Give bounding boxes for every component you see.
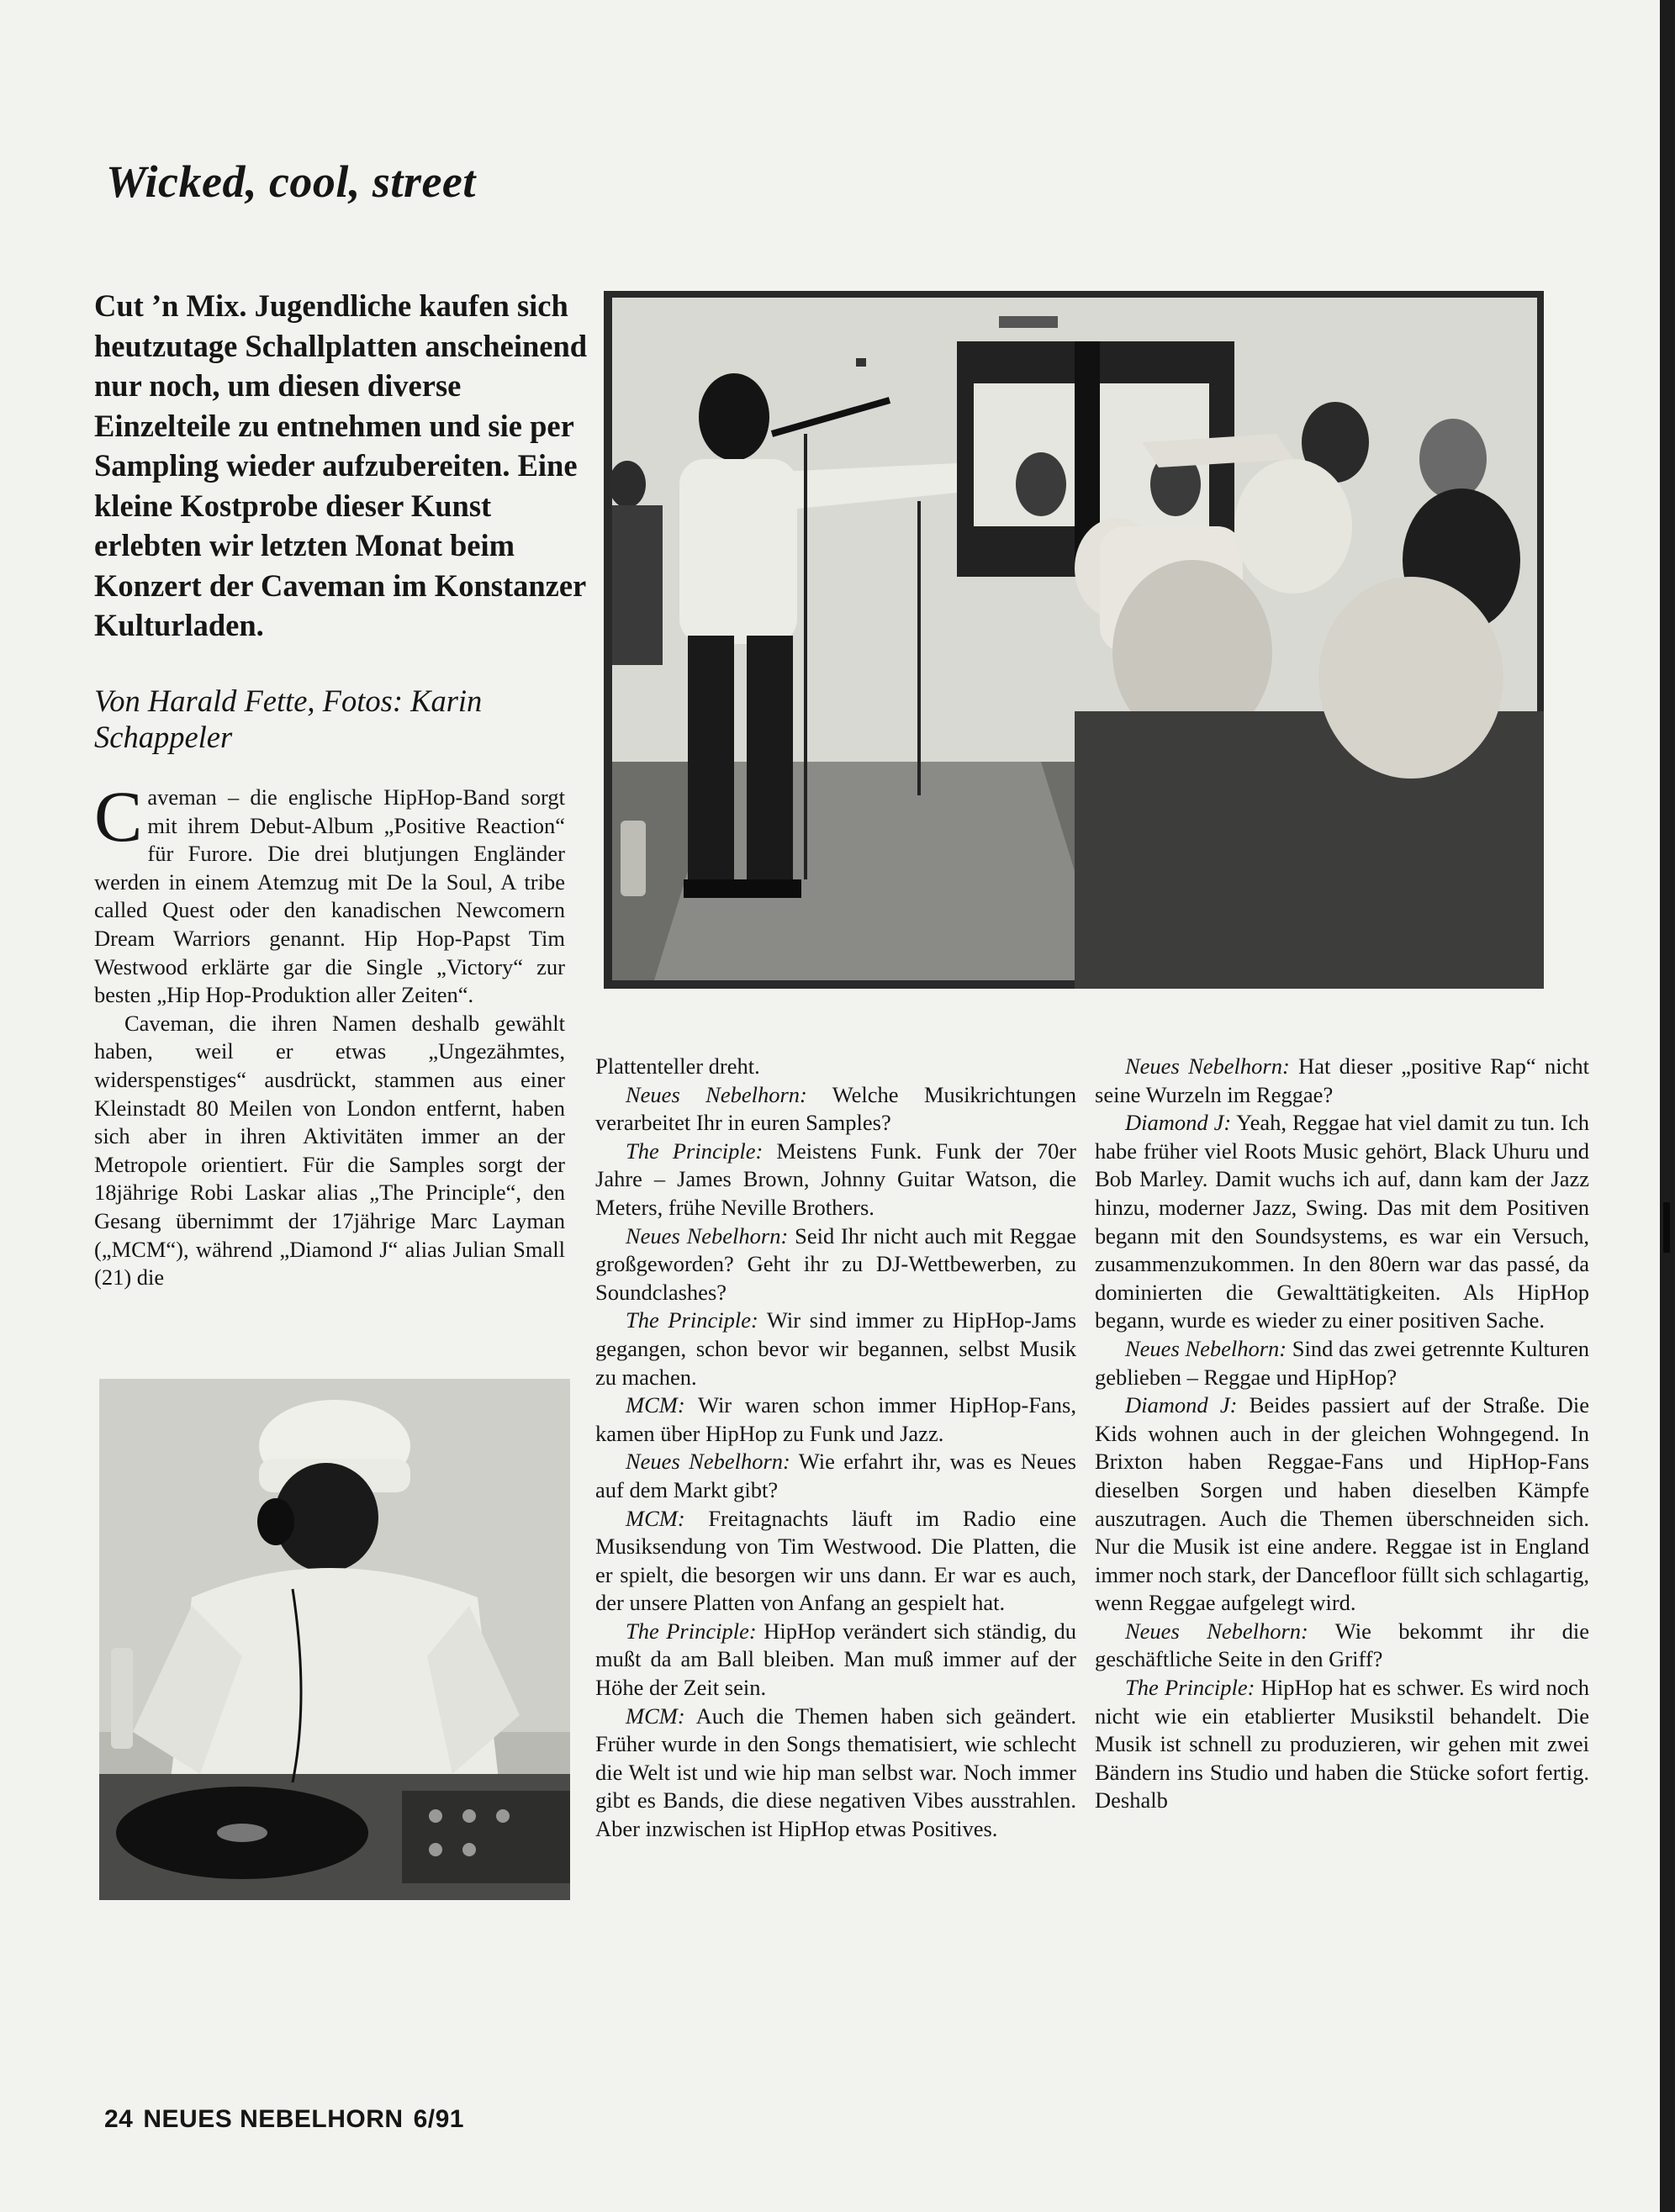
speaker-label: The Principle: xyxy=(1125,1675,1255,1701)
interview-paragraph: The Principle: HipHop hat es schwer. Es wird noch nicht wie ein etablierter Musikstil behandelt. Die Musik ist schnell zu produzieren, wir gehen mit zwei Bändern ins Studio und haben die Stücke sofort fertig. Deshalb xyxy=(1095,1675,1590,1813)
interview-paragraph: The Principle: HipHop verändert sich ständig, du mußt da am Ball bleiben. Man muß immer auf der Höhe der Zeit sein. xyxy=(595,1618,1076,1701)
interview-paragraph: Neues Nebelhorn: Hat dieser „positive Rap“ nicht seine Wurzeln im Reggae? xyxy=(1095,1053,1589,1107)
interview-paragraph: Neues Nebelhorn: Welche Musikrichtungen verarbeitet Ihr in euren Samples? xyxy=(595,1081,1077,1136)
speaker-label: Neues Nebelhorn: xyxy=(1125,1335,1287,1361)
interview-paragraph: MCM: Auch die Themen haben sich geändert. Früher wurde in den Songs thematisiert, wie schlecht die Welt ist und wie hip man selbst war. Noch immer gibt es Bands, die diese negativen Vibes ausstrahlen. Aber inzwischen ist HipHop etwas Positives. xyxy=(595,1703,1076,1842)
speaker-label: Diamond J: xyxy=(1125,1110,1232,1136)
intro-paragraph: aveman – die englische HipHop-Band sorgt mit ihrem Debut-Album „Positive Reaction“ für Furore. Die drei blutjungen Engländer werden in einem Atemzug mit De la Soul, A tribe called Quest oder den kanadischen Newcomern Dream Warriors genannt. Hip Hop-Papst Tim Westwood erklärte gar die Single „Victory“ zur besten „Hip Hop-Produktion aller Zeiten“. xyxy=(94,784,565,1008)
article-byline: Von Harald Fette, Fotos: Karin Schappeler xyxy=(94,684,483,754)
article-headline: Wicked, cool, street xyxy=(106,156,476,207)
speaker-label: Neues Nebelhorn: xyxy=(626,1449,790,1475)
speaker-label: Diamond J: xyxy=(1125,1392,1238,1418)
interview-paragraph: The Principle: Wir sind immer zu HipHop-Jams gegangen, schon bevor wir begannen, selbst Musik zu machen. xyxy=(595,1307,1077,1390)
body-paragraph: Caveman, die ihren Namen deshalb gewählt haben, weil er etwas „Ungezähmtes, widerspenstiges“ ausdrückt, stammen aus einer Kleinstadt 80 Meilen von London entfernt, haben sich aber in ihren Aktivitäten immer an der Metropole orientiert. Für die Samples sorgt der 18jährige Robi Laskar alias „The Principle“, den Gesang übernimmt der 17jährige Marc Layman („MCM“), während „Diamond J“ alias Julian Small (21) die xyxy=(94,1010,565,1291)
page-edge xyxy=(1660,0,1675,2212)
interview-paragraph: Plattenteller dreht. xyxy=(595,1053,760,1079)
speaker-label: Neues Nebelhorn: xyxy=(1125,1053,1290,1079)
dj-photo xyxy=(99,1379,570,1900)
speaker-label: MCM: xyxy=(626,1505,685,1531)
speaker-label: MCM: xyxy=(626,1392,685,1418)
interview-paragraph: Diamond J: Beides passiert auf der Straße. Die Kids wohnen auch in der gleichen Wohngegend. In Brixton haben Reggae-Fans und HipHop-Fans dieselben Sorgen und haben dieselben Kämpfe auszutragen. Auch die Themen überschneiden sich. Nur die Musik ist eine andere. Reggae ist in England immer noch stark, der Dancefloor füllt sich schlagartig, wenn Reggae aufgelegt wird. xyxy=(1095,1392,1589,1616)
page-footer xyxy=(104,2105,474,2134)
interview-paragraph: MCM: Wir waren schon immer HipHop-Fans, kamen über HipHop zu Funk und Jazz. xyxy=(595,1392,1076,1446)
speaker-label: The Principle: xyxy=(626,1307,758,1333)
page-edge-mark xyxy=(1663,1202,1670,1253)
interview-paragraph: Neues Nebelhorn: Seid Ihr nicht auch mit Reggae großgeworden? Geht ihr zu DJ-Wettbewerben, zu Soundclashes? xyxy=(595,1222,1076,1305)
speaker-label: The Principle: xyxy=(626,1138,764,1164)
interview-paragraph: Diamond J: Yeah, Reggae hat viel damit zu tun. Ich habe früher viel Roots Music gehört, Black Uhuru und Bob Marley. Damit wuchs ich auf, dann kam der Jazz hinzu, moderner Jazz, Swing. Das mit dem Positiven begann mit den Soundsystems, es war ein Versuch, zusammenzukommen. In den 80ern war das passé, da dominierten die Gewalttätigkeiten. Als HipHop begann, wurde es wieder zu einer positiven Sache. xyxy=(1095,1110,1589,1333)
interview-paragraph: Neues Nebelhorn: Sind das zwei getrennte Kulturen geblieben – Reggae und HipHop? xyxy=(1095,1335,1590,1390)
magazine-name: NEUES NEBELHORN xyxy=(143,2105,404,2133)
speaker-label: The Principle: xyxy=(626,1618,757,1644)
speaker-label: Neues Nebelhorn: xyxy=(626,1222,789,1249)
article-column-2 xyxy=(595,1053,1076,1844)
interview-paragraph: Neues Nebelhorn: Wie bekommt ihr die geschäftliche Seite in den Griff? xyxy=(1095,1618,1589,1672)
article-column-1 xyxy=(94,776,565,1292)
article-lead: Cut ’n Mix. Jugendliche kaufen sich heutzutage Schallplatten anscheinend nur noch, um diesen diverse Einzelteile zu entnehmen und sie per Sampling wieder aufzubereiten. Eine kleine Kostprobe dieser Kunst erlebten wir letzten Monat beim Konzert der Caveman im Konstanzer Kulturladen. xyxy=(94,288,588,642)
speaker-label: MCM: xyxy=(626,1703,685,1729)
issue-number: 6/91 xyxy=(413,2105,464,2133)
concert-photo xyxy=(604,291,1544,989)
interview-paragraph: The Principle: Meistens Funk. Funk der 70er Jahre – James Brown, Johnny Guitar Watson, die Meters, frühe Neville Brothers. xyxy=(595,1138,1077,1220)
interview-paragraph: MCM: Freitagnachts läuft im Radio eine Musiksendung von Tim Westwood. Die Platten, die er spielt, die besorgen wir uns dann. Er war es auch, der unsere Platten von Anfang an gespielt hat. xyxy=(595,1505,1076,1616)
article-column-3 xyxy=(1095,1053,1589,1815)
page-number: 24 xyxy=(104,2105,134,2133)
speaker-label: Neues Nebelhorn: xyxy=(1125,1618,1308,1644)
interview-paragraph: Neues Nebelhorn: Wie erfahrt ihr, was es Neues auf dem Markt gibt? xyxy=(595,1449,1076,1502)
drop-cap: C xyxy=(94,776,143,857)
speaker-label: Neues Nebelhorn: xyxy=(626,1081,807,1107)
